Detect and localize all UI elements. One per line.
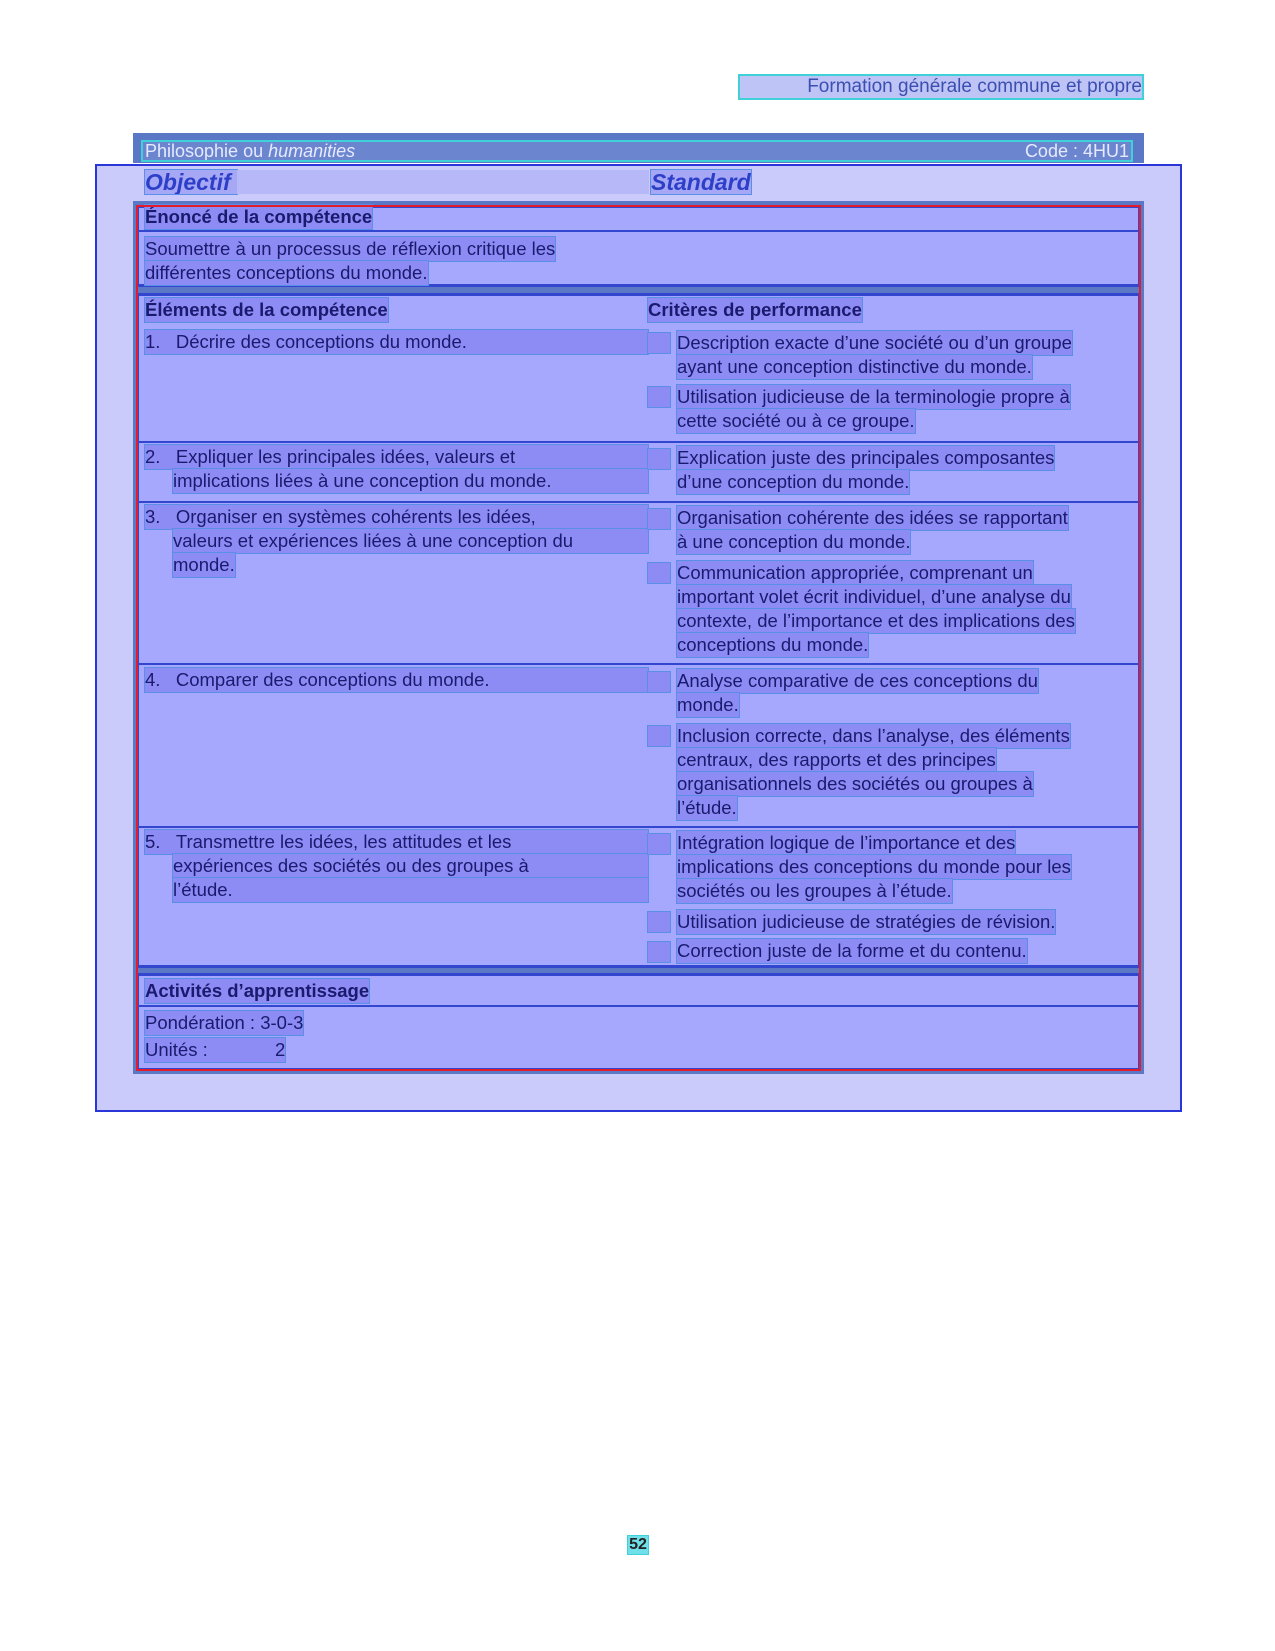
criterion-line: contexte, de l’importance et des implications des bbox=[677, 610, 1075, 631]
criterion-line: Description exacte d’une société ou d’un groupe bbox=[677, 332, 1072, 353]
elements-column-header: Éléments de la compétence bbox=[145, 299, 388, 320]
criterion-line: à une conception du monde. bbox=[677, 531, 911, 552]
element-row-5: 5. Transmettre les idées, les attitudes et les bbox=[145, 830, 648, 854]
element-row-2: 2. Expliquer les principales idées, valeurs et bbox=[145, 445, 648, 469]
criterion-line: ayant une conception distinctive du monde. bbox=[677, 356, 1032, 377]
element-number: 5. bbox=[145, 831, 161, 852]
criterion-line: l’étude. bbox=[677, 797, 737, 818]
bullet-icon bbox=[648, 563, 670, 583]
criteres-column-header: Critères de performance bbox=[648, 299, 862, 320]
criterion-line: Inclusion correcte, dans l’analyse, des éléments bbox=[677, 725, 1070, 746]
bullet-icon bbox=[648, 387, 670, 407]
bullet-icon bbox=[648, 834, 670, 854]
criterion-line: Utilisation judicieuse de la terminologie propre à bbox=[677, 386, 1070, 407]
criterion-line: conceptions du monde. bbox=[677, 634, 869, 655]
enonce-line: différentes conceptions du monde. bbox=[145, 262, 428, 283]
element-line: monde. bbox=[173, 554, 235, 575]
criterion-line: centraux, des rapports et des principes bbox=[677, 749, 996, 770]
ponderation-value: 3-0-3 bbox=[260, 1012, 304, 1033]
element-number: 1. bbox=[145, 331, 161, 352]
element-line: implications liées à une conception du monde. bbox=[173, 469, 648, 493]
bullet-icon bbox=[648, 912, 670, 932]
criterion-line: Intégration logique de l’importance et des bbox=[677, 832, 1016, 853]
criterion-line: Correction juste de la forme et du contenu. bbox=[677, 940, 1027, 961]
objective-standard-row bbox=[145, 170, 1144, 194]
criterion-line: Utilisation judicieuse de stratégies de révision. bbox=[677, 911, 1056, 932]
bullet-icon bbox=[648, 942, 670, 962]
criterion-line: sociétés ou les groupes à l’étude. bbox=[677, 880, 952, 901]
objectif-label: Objectif bbox=[145, 170, 237, 194]
program-header: Formation générale commune et propre bbox=[740, 76, 1142, 98]
element-line: valeurs et expériences liées à une conception du bbox=[173, 529, 648, 553]
bullet-icon bbox=[648, 509, 670, 529]
course-title: Philosophie ou humanities bbox=[145, 140, 356, 161]
unites: Unités : 2 bbox=[145, 1039, 286, 1060]
element-line: expériences des sociétés ou des groupes à bbox=[173, 854, 648, 878]
criterion-line: Analyse comparative de ces conceptions du bbox=[677, 670, 1038, 691]
standard-label: Standard bbox=[651, 169, 751, 195]
bullet-icon bbox=[648, 333, 670, 353]
course-title-italic: humanities bbox=[268, 140, 356, 161]
ponderation: Pondération : 3-0-3 bbox=[145, 1012, 304, 1033]
element-number: 4. bbox=[145, 669, 161, 690]
element-number: 2. bbox=[145, 446, 161, 467]
criterion-line: d’une conception du monde. bbox=[677, 471, 910, 492]
page-number: 52 bbox=[629, 1536, 647, 1553]
criterion-line: organisationnels des sociétés ou groupes à bbox=[677, 773, 1033, 794]
activites-heading: Activités d’apprentissage bbox=[145, 980, 370, 1001]
course-code: Code : 4HU1 bbox=[1024, 140, 1129, 161]
enonce-heading: Énoncé de la compétence bbox=[145, 206, 373, 227]
element-row-1: 1. Décrire des conceptions du monde. bbox=[145, 330, 648, 354]
bullet-icon bbox=[648, 449, 670, 469]
criterion-line: monde. bbox=[677, 694, 739, 715]
enonce-line: Soumettre à un processus de réflexion critique les bbox=[145, 238, 556, 259]
criterion-line: implications des conceptions du monde pour les bbox=[677, 856, 1071, 877]
criterion-line: Organisation cohérente des idées se rapportant bbox=[677, 507, 1068, 528]
bullet-icon bbox=[648, 726, 670, 746]
criterion-line: cette société ou à ce groupe. bbox=[677, 410, 915, 431]
bullet-icon bbox=[648, 672, 670, 692]
criterion-line: important volet écrit individuel, d’une analyse du bbox=[677, 586, 1071, 607]
criterion-line: Explication juste des principales composantes bbox=[677, 447, 1055, 468]
element-number: 3. bbox=[145, 506, 161, 527]
element-row-4: 4. Comparer des conceptions du monde. bbox=[145, 668, 648, 692]
element-line: l’étude. bbox=[173, 878, 648, 902]
element-row-3: 3. Organiser en systèmes cohérents les idées, bbox=[145, 505, 648, 529]
unites-value: 2 bbox=[275, 1039, 286, 1060]
course-bar bbox=[133, 133, 1144, 163]
criterion-line: Communication appropriée, comprenant un bbox=[677, 562, 1033, 583]
